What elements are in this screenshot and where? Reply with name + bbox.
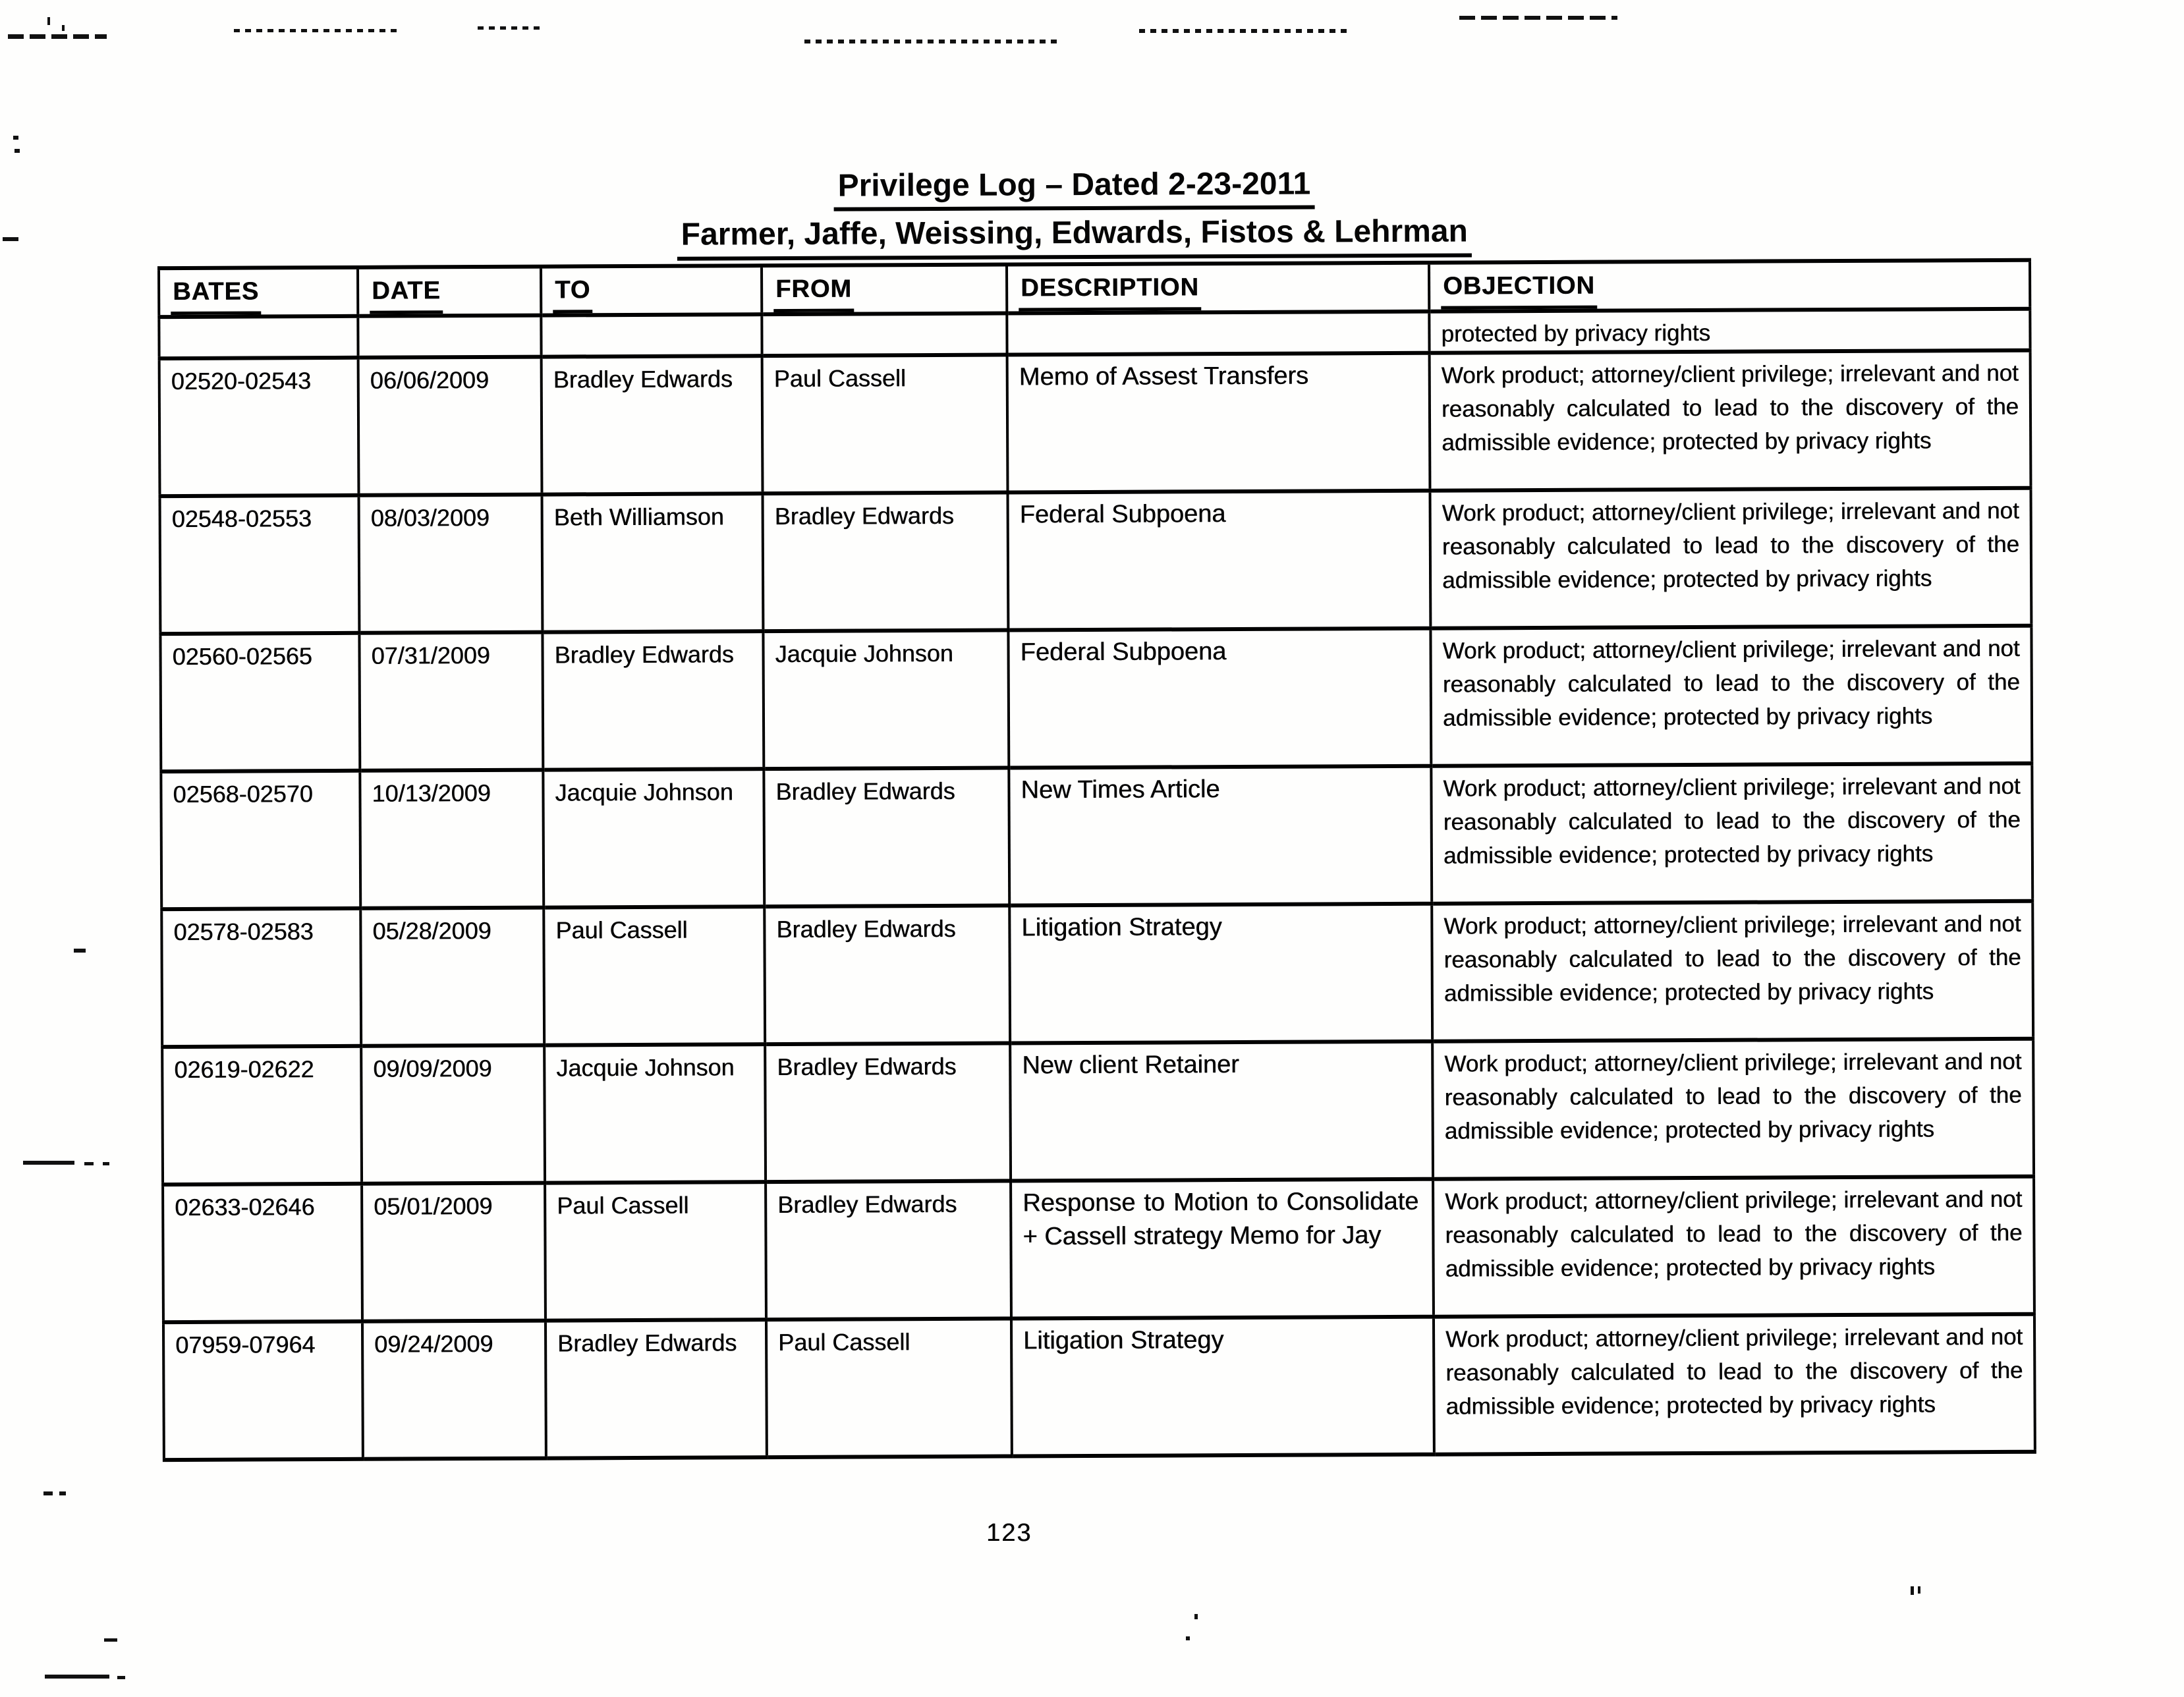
cell-description: Response to Motion to Consolidate + Cassell strategy Memo for Jay — [1011, 1179, 1434, 1319]
cell-date: 10/13/2009 — [360, 770, 544, 908]
cell-from: Bradley Edwards — [764, 768, 1009, 907]
page-number: 123 — [986, 1519, 1032, 1547]
table-header-row — [159, 260, 2030, 317]
cell-bates — [159, 316, 358, 358]
cell-date: 05/28/2009 — [360, 908, 544, 1046]
cell-from: Bradley Edwards — [764, 906, 1010, 1045]
table-row — [160, 488, 2032, 634]
cell-date: 09/09/2009 — [361, 1045, 545, 1184]
cell-bates: 02560-02565 — [160, 633, 360, 771]
cell-description: Litigation Strategy — [1011, 1317, 1434, 1457]
header-bates: BATES — [159, 267, 358, 317]
cell-bates: 02520-02543 — [159, 358, 359, 496]
cell-objection: Work product; attorney/client privilege; irrelevant and not reasonably calculated to lead to the discovery of the admissible evidence; protected by privacy rights — [1432, 901, 2033, 1042]
cell-description: Litigation Strategy — [1009, 904, 1432, 1043]
table-row — [162, 1039, 2034, 1184]
cell-bates: 02633-02646 — [163, 1184, 362, 1322]
cell-bates: 07959-07964 — [163, 1321, 363, 1460]
table-row — [161, 764, 2032, 909]
cell-date: 08/03/2009 — [359, 495, 543, 633]
cell-from: Bradley Edwards — [766, 1181, 1011, 1320]
cell-objection: Work product; attorney/client privilege; irrelevant and not reasonably calculated to lead to the discovery of the admissible evidence; protected by privacy rights — [1430, 488, 2031, 628]
table-row — [163, 1314, 2035, 1460]
cell-objection: Work product; attorney/client privilege; irrelevant and not reasonably calculated to lead to the discovery of the admissible evidence; protected by privacy rights — [1432, 1039, 2034, 1179]
firm-name-subtitle: Farmer, Jaffe, Weissing, Edwards, Fistos & Lehrman — [139, 213, 2010, 263]
table-row — [160, 626, 2032, 771]
cell-bates: 02578-02583 — [161, 908, 361, 1047]
cell-from — [762, 314, 1007, 356]
header-to: TO — [541, 265, 762, 315]
header-from: FROM — [762, 265, 1007, 315]
cell-from: Bradley Edwards — [765, 1043, 1011, 1182]
cell-date — [358, 316, 541, 358]
cell-date: 05/01/2009 — [362, 1183, 546, 1321]
cell-date: 07/31/2009 — [359, 632, 543, 771]
cell-from: Paul Cassell — [766, 1319, 1012, 1458]
cell-description: Federal Subpoena — [1008, 491, 1431, 630]
cell-to: Paul Cassell — [545, 1182, 766, 1320]
cell-objection: Work product; attorney/client privilege; irrelevant and not reasonably calculated to lead to the discovery of the admissible evidence; protected by privacy rights — [1430, 350, 2031, 491]
cell-from: Bradley Edwards — [763, 493, 1009, 632]
cell-description: New Times Article — [1009, 766, 1432, 906]
cell-bates: 02619-02622 — [162, 1046, 362, 1184]
header-objection: OBJECTION — [1429, 260, 2030, 312]
table-row — [163, 1177, 2034, 1322]
cell-description — [1007, 312, 1429, 355]
table-row — [159, 350, 2031, 496]
header-description: DESCRIPTION — [1007, 263, 1429, 314]
cell-date: 06/06/2009 — [358, 357, 542, 495]
cell-bates: 02548-02553 — [160, 495, 360, 634]
cell-to: Bradley Edwards — [546, 1320, 767, 1458]
cell-description: Memo of Assest Transfers — [1007, 353, 1430, 493]
document-header — [138, 165, 2010, 263]
cell-to: Jacquie Johnson — [543, 769, 764, 907]
cell-objection: Work product; attorney/client privilege; irrelevant and not reasonably calculated to lead to the discovery of the admissible evidence; protected by privacy rights — [1430, 626, 2032, 766]
cell-objection: Work product; attorney/client privilege; irrelevant and not reasonably calculated to lead to the discovery of the admissible evidence; protected by privacy rights — [1431, 764, 2032, 904]
cell-to: Paul Cassell — [544, 906, 765, 1045]
privilege-log-table — [157, 258, 2036, 1462]
cell-bates: 02568-02570 — [161, 771, 360, 909]
cell-to — [541, 314, 762, 356]
table-row — [161, 901, 2033, 1047]
header-date: DATE — [358, 267, 541, 316]
cell-objection: Work product; attorney/client privilege; irrelevant and not reasonably calculated to lead to the discovery of the admissible evidence; protected by privacy rights — [1434, 1314, 2035, 1455]
cell-from: Jacquie Johnson — [763, 630, 1009, 769]
document-title: Privilege Log – Dated 2-23-2011 — [138, 165, 2009, 215]
cell-objection: Work product; attorney/client privilege; irrelevant and not reasonably calculated to lead to the discovery of the admissible evidence; protected by privacy rights — [1433, 1177, 2034, 1317]
cell-to: Beth Williamson — [542, 493, 764, 632]
cell-to: Bradley Edwards — [542, 356, 763, 494]
cell-description: New client Retainer — [1010, 1042, 1433, 1181]
cell-to: Jacquie Johnson — [544, 1044, 766, 1182]
cell-from: Paul Cassell — [762, 355, 1008, 494]
cell-objection: protected by privacy rights — [1429, 309, 2030, 353]
cell-description: Federal Subpoena — [1008, 628, 1431, 768]
cell-date: 09/24/2009 — [362, 1321, 546, 1459]
cell-to: Bradley Edwards — [542, 631, 764, 769]
